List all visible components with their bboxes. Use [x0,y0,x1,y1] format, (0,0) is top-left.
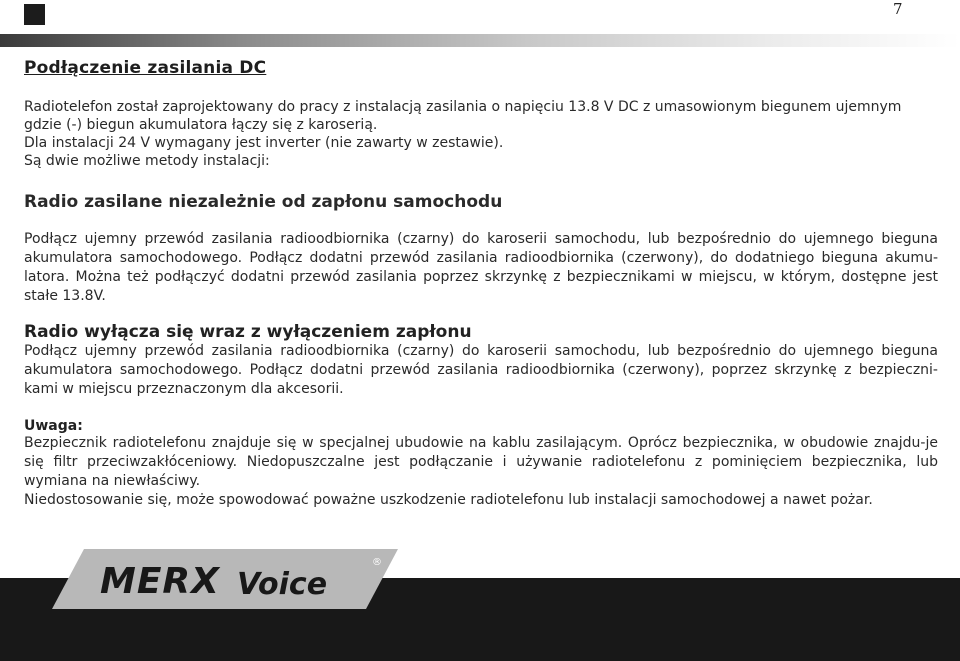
merx-voice-logo [52,549,398,609]
method1-body: Podłącz ujemny przewód zasilania radioodbiornika (czarny) do karoserii samochodu, lub bezpośrednio do ujemnego bieguna akumulatora samochodowego. Podłącz dodatni przewód zasilania radioodbiornika (czerwony), do dodatniego bieguna akumu-latora. Można też podłączyć dodatni przewód zasilania poprzez skrzynkę z bezpiecznikami w miejscu, w którym, dostępne jest stałe 13.8V. [24,231,938,304]
corner-marker [24,4,45,25]
note-body: Bezpiecznik radiotelefonu znajduje się w specjalnej ubudowie na kablu zasilającym. Oprócz bezpiecznika, w obudowie znajdu-je się filtr przeciwzakłóceniowy. Niedopuszczalne jest podłączanie i używanie radiotelefonu z pominięciem bezpiecznika, lub wymiana na niewłaściwy. [24,435,938,489]
section-title: Podłączenie zasilania DC [24,58,267,78]
logo-brand-right: Voice [237,567,328,602]
note-label: Uwaga: [24,418,83,434]
page-content [24,58,938,510]
intro-line-4: Są dwie możliwe metody instalacji: [24,153,270,169]
intro-line-1: Radiotelefon został zaprojektowany do pracy z instalacją zasilania o napięciu 13.8 V DC z umasowionym biegunem ujemnym [24,99,902,115]
intro-line-2: gdzie (-) biegun akumulatora łączy się z karoserią. [24,117,378,133]
method2-body: Podłącz ujemny przewód zasilania radioodbiornika (czarny) do karoserii samochodu, lub bezpośrednio do ujemnego bieguna akumulatora samochodowego. Podłącz dodatni przewód zasilania radioodbiornika (czerwony), poprzez skrzynkę z bezpieczni-kami w miejscu przeznaczonym dla akcesorii. [24,343,938,397]
note-warning: Niedostosowanie się, może spowodować poważne uszkodzenie radiotelefonu lub instalacji samochodowej a nawet pożar. [24,492,873,508]
method1-heading: Radio zasilane niezależnie od zapłonu samochodu [24,192,503,212]
intro-line-3: Dla instalacji 24 V wymagany jest inverter (nie zawarty w zestawie). [24,135,504,151]
page-number: 7 [893,0,903,18]
header-gradient-rule [0,34,960,47]
method2-heading: Radio wyłącza się wraz z wyłączeniem zapłonu [24,322,472,342]
registered-mark: ® [372,557,382,568]
logo-brand-left: MERX [100,561,220,602]
